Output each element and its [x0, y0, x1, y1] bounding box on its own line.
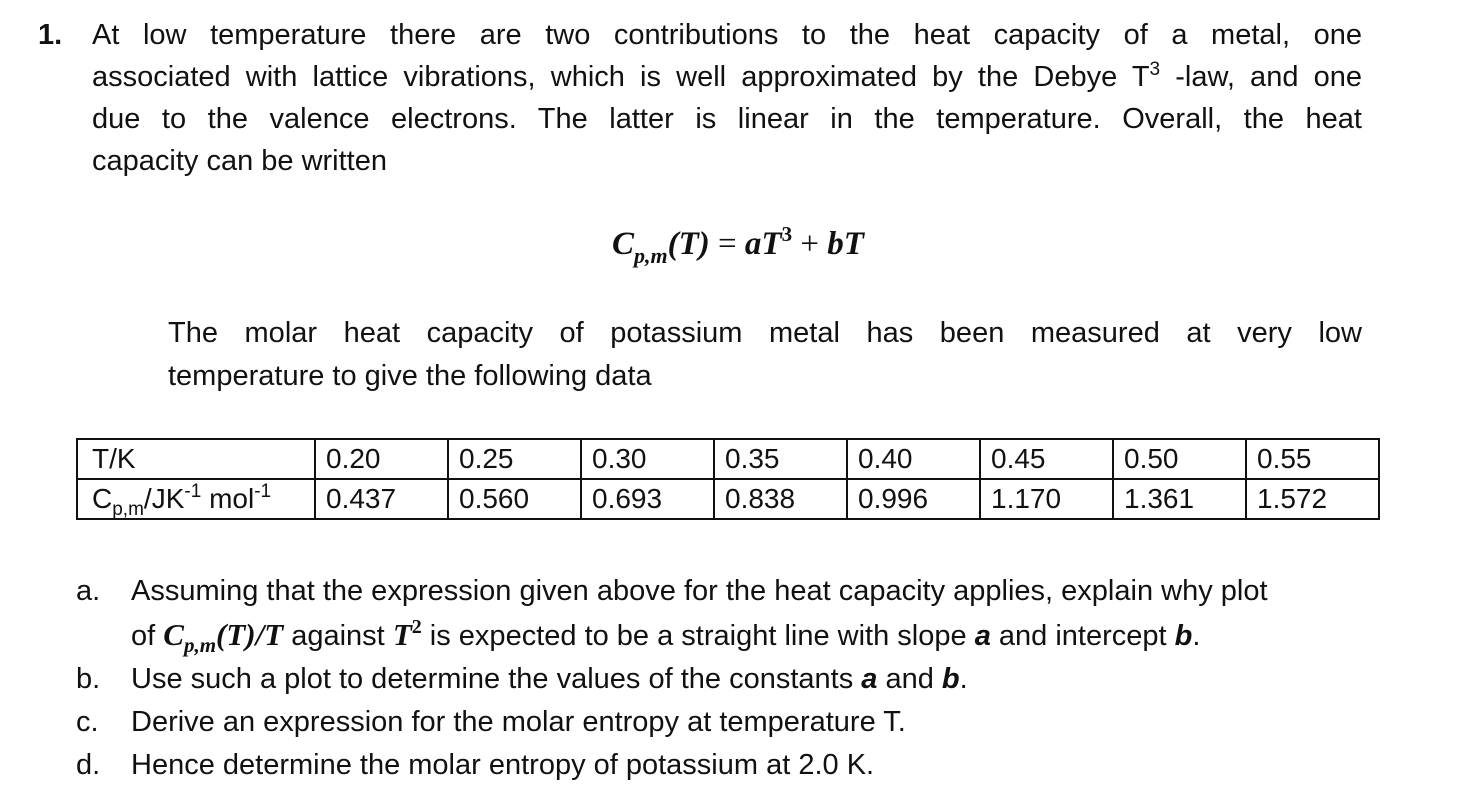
table-header-temperature: T/K: [77, 439, 315, 479]
table-cell: 0.560: [448, 479, 581, 519]
part-b: [76, 658, 1366, 701]
data-intro-paragraph: [168, 312, 1362, 398]
part-a-text-pre: of: [131, 620, 164, 652]
part-a-text-and: and intercept: [990, 620, 1175, 652]
part-c-text: Derive an expression for the molar entropy at temperature T.: [131, 706, 906, 738]
intro-line-2-text: associated with lattice vibrations, which is well approximated by the Debye T: [92, 61, 1150, 93]
equation-lhs-subscript: p,m: [634, 243, 668, 268]
table-row-temperature: [77, 439, 1379, 479]
intro-line-3: due to the valence electrons. The latter is linear in the temperature. Overall, the heat: [92, 103, 1362, 135]
hc-header-mol: mol: [201, 483, 255, 514]
intro-line-2: [92, 56, 1362, 98]
equation-term2: bT: [827, 226, 864, 262]
data-intro-line-1: The molar heat capacity of potassium metal has been measured at very low: [168, 317, 1362, 349]
table-cell: 0.50: [1113, 439, 1246, 479]
part-a-line-2: [131, 613, 1366, 658]
intro-line-4: capacity can be written: [92, 145, 387, 177]
part-c: [76, 701, 1366, 744]
intro-paragraph: [92, 14, 1362, 182]
question-number: 1.: [38, 19, 63, 51]
part-a-math-t-squared: [393, 617, 422, 652]
part-a-text-post: is expected to be a straight line with slope: [421, 620, 975, 652]
table-cell: 0.55: [1246, 439, 1379, 479]
table-cell: 1.170: [980, 479, 1113, 519]
part-b-text-and: and: [877, 663, 942, 695]
part-b-const-b: b: [941, 663, 960, 695]
data-intro-line-2: temperature to give the following data: [168, 360, 652, 392]
math-t-symbol: T: [392, 617, 412, 652]
hc-header-unit: /JK: [143, 483, 185, 514]
table-header-heat-capacity: [77, 479, 315, 519]
table-cell: 1.361: [1113, 479, 1246, 519]
part-a: [76, 570, 1366, 658]
intro-line-2-tail: -law, and one: [1160, 61, 1362, 93]
table-cell: 0.35: [714, 439, 847, 479]
table-row-heat-capacity: [77, 479, 1379, 519]
question-parts: [76, 570, 1366, 787]
equation-term1-exponent: 3: [781, 222, 793, 246]
part-a-text-end: .: [1192, 620, 1201, 652]
equation-lhs-arg: (T): [667, 226, 710, 262]
table-cell: 0.40: [847, 439, 980, 479]
part-a-intercept: b: [1174, 620, 1193, 652]
table-cell: 0.25: [448, 439, 581, 479]
table-cell: 0.20: [315, 439, 448, 479]
part-d-text: Hence determine the molar entropy of potassium at 2.0 K.: [131, 749, 875, 781]
table-cell: 0.30: [581, 439, 714, 479]
part-a-math-ratio: [163, 617, 284, 657]
part-b-text-pre: Use such a plot to determine the values of the constants: [131, 663, 862, 695]
part-d-marker: d.: [76, 749, 101, 781]
table-cell: 0.996: [847, 479, 980, 519]
intro-line-1: At low temperature there are two contributions to the heat capacity of a metal, one: [92, 19, 1362, 51]
equation-term1: aT: [744, 226, 782, 262]
part-b-marker: b.: [76, 663, 101, 695]
math-c-subscript: p,m: [183, 633, 217, 657]
table-cell: 0.437: [315, 479, 448, 519]
table-cell: 0.693: [581, 479, 714, 519]
part-b-text-end: .: [959, 663, 968, 695]
hc-header-subscript: p,m: [112, 499, 144, 520]
part-a-slope: a: [974, 620, 991, 652]
table-cell: 0.838: [714, 479, 847, 519]
heat-capacity-data-table: [76, 438, 1380, 520]
part-a-text-mid: against: [283, 620, 393, 652]
part-d: [76, 744, 1366, 787]
math-t-exponent: 2: [411, 616, 422, 638]
heat-capacity-equation: [612, 222, 864, 266]
math-c-symbol: C: [163, 617, 184, 652]
part-a-line-1: Assuming that the expression given above for the heat capacity applies, explain why plot: [131, 575, 1268, 607]
hc-header-exp2: -1: [254, 481, 272, 502]
part-c-marker: c.: [76, 706, 99, 738]
equation-plus: +: [792, 226, 828, 262]
debye-exponent: 3: [1149, 59, 1161, 80]
equation-equals: =: [709, 226, 745, 262]
part-a-marker: a.: [76, 575, 101, 607]
math-ratio-rest: (T)/T: [216, 617, 284, 652]
hc-header-symbol: C: [92, 483, 113, 514]
table-cell: 1.572: [1246, 479, 1379, 519]
table-cell: 0.45: [980, 439, 1113, 479]
part-b-const-a: a: [861, 663, 878, 695]
hc-header-exp1: -1: [184, 481, 202, 502]
equation-lhs-symbol: C: [612, 226, 635, 262]
